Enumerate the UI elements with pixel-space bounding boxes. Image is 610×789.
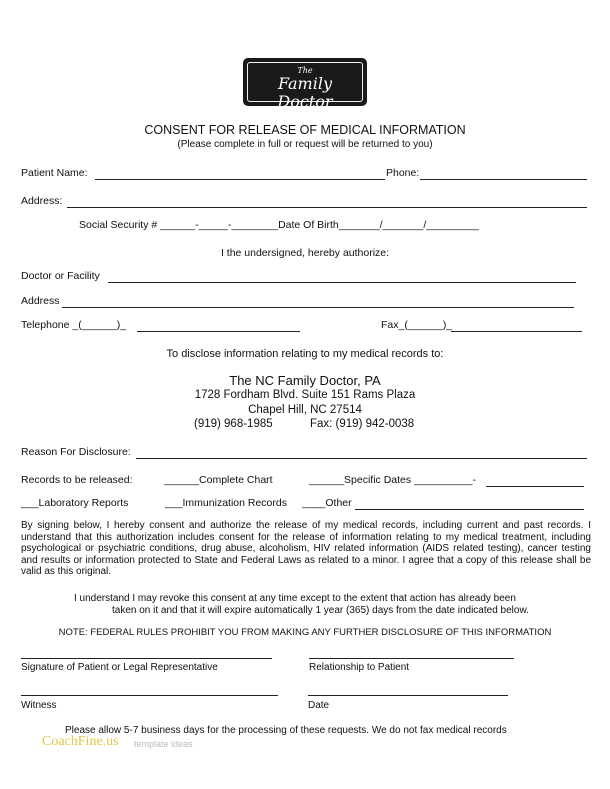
revoke-line-2: taken on it and that it will expire automatically 1 year (365) days from the date indicated below. [112,605,529,616]
org-fax: Fax: (919) 942-0038 [310,418,415,430]
facility-address-field[interactable] [62,307,574,308]
form-subtitle: (Please complete in full or request will be returned to you) [177,139,433,150]
witness-label: Witness [21,700,57,711]
phone-label: Phone: [386,167,420,179]
specific-dates-end-field[interactable] [486,486,584,487]
family-doctor-logo [243,58,367,111]
consent-paragraph: By signing below, I hereby consent and authorize the release of my medical records, including current and past records. I understand that this authorization includes consent for the release of information relating to my medical treatment, including psychological or psychiatric conditions, drug abuse, alcoholism, HIV related information (AIDS related testing), cancer testing and results or information protected to State and Federal Laws as related to a minor. I agree that a copy of this release shall be valid as this original. [21,520,591,578]
watermark-logo: CoachFine.us [42,734,119,749]
logo-big-text: Family Doctor [277,74,333,111]
witness-line[interactable] [21,695,278,696]
address-label: Address: [21,195,63,207]
fax-label: Fax_(______)_ [381,319,453,331]
specific-dates-option[interactable]: ______Specific Dates __________- [309,474,476,486]
patient-name-label: Patient Name: [21,167,88,179]
signature-label: Signature of Patient or Legal Representative [21,662,218,673]
org-city: Chapel Hill, NC 27514 [248,404,362,416]
date-label: Date [308,700,330,711]
other-field[interactable] [355,509,584,510]
date-line[interactable] [308,695,508,696]
other-option[interactable]: ____Other [302,497,352,509]
records-released-label: Records to be released: [21,474,133,486]
federal-note: NOTE: FEDERAL RULES PROHIBIT YOU FROM MAKING ANY FURTHER DISCLOSURE OF THIS INFORMATION [58,627,552,638]
lab-reports-option[interactable]: ___Laboratory Reports [21,497,129,509]
reason-field[interactable] [136,458,587,459]
phone-field[interactable] [420,179,587,180]
doctor-facility-label: Doctor or Facility [21,270,100,282]
relationship-line[interactable] [309,658,514,659]
relationship-label: Relationship to Patient [309,662,410,673]
facility-address-label: Address [21,295,60,307]
form-title: CONSENT FOR RELEASE OF MEDICAL INFORMATION [144,123,466,137]
patient-name-field[interactable] [95,179,385,180]
logo-small-text: The [297,66,313,75]
org-name: The NC Family Doctor, PA [229,373,381,388]
address-field[interactable] [67,207,587,208]
watermark-subtext: template ideas [134,739,193,749]
telephone-label: Telephone _(______)_ [21,319,127,331]
ssn-dob-line[interactable]: Social Security # ______-_____-________Date Of Birth_______/_______/_________ [79,219,479,231]
fax-field[interactable] [451,331,582,332]
footer-note: Please allow 5-7 business days for the processing of these requests. We do not fax medical records [65,725,507,736]
revoke-line-1: I understand I may revoke this consent at any time except to the extent that action has already been [74,593,516,604]
org-street: 1728 Fordham Blvd. Suite 151 Rams Plaza [194,389,416,401]
complete-chart-option[interactable]: ______Complete Chart [164,474,273,486]
telephone-field[interactable] [137,331,300,332]
org-phone: (919) 968-1985 [194,418,273,430]
disclose-intro: To disclose information relating to my medical records to: [166,348,444,360]
signature-line[interactable] [21,658,272,659]
doctor-facility-field[interactable] [108,282,576,283]
authorize-text: I the undersigned, hereby authorize: [220,247,390,259]
immunization-option[interactable]: ___Immunization Records [165,497,287,509]
reason-label: Reason For Disclosure: [21,446,131,458]
